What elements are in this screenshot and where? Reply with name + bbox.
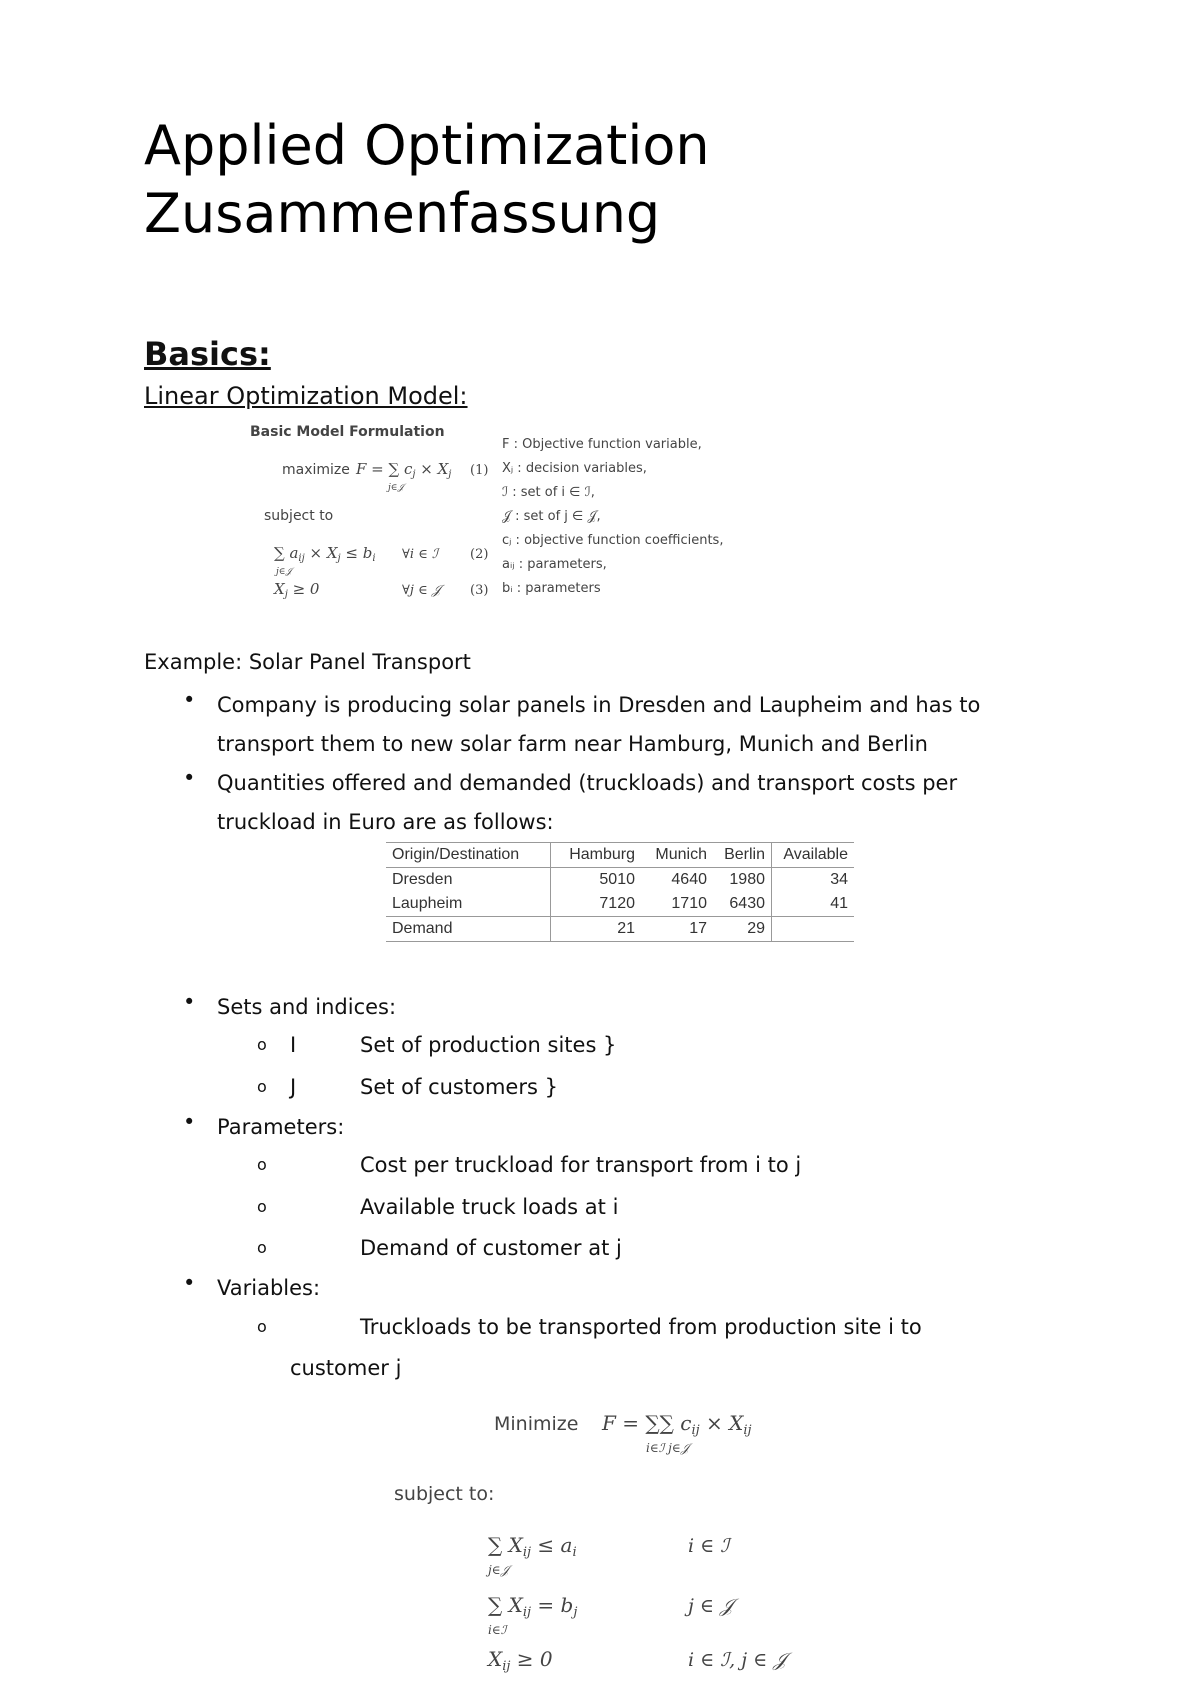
legend-line-6: aᵢⱼ : parameters, [502,557,607,572]
set-j-symbol: J [290,1075,297,1099]
sub-bullet-glyph: o [257,1317,267,1336]
bullet-glyph: • [183,1110,196,1134]
bullet-glyph: • [183,990,196,1014]
legend-line-1: F : Objective function variable, [502,437,702,452]
table-cell: 21 [551,917,642,942]
objective-formula: F = ∑ $c_j \times X_j$ [356,460,452,480]
table-header-cell: Hamburg [551,843,642,868]
objective-subscript: j∈𝒥 [388,483,404,493]
heading-linear-optimization-model: Linear Optimization Model: [144,382,468,410]
formulation-subject-to-label: subject to: [394,1483,495,1505]
transport-objective-subscript: i∈ℐ j∈𝒥 [646,1441,690,1455]
set-i-symbol: I [290,1033,297,1057]
table-cell: 1980 [729,871,765,888]
transport-formulation-image [380,1400,840,1690]
variable-truckloads-line-1: Truckloads to be transported from production site i to [360,1315,922,1339]
table-cell: Demand [386,917,551,942]
basic-model-formulation-image [244,418,744,604]
table-cell: 29 [713,917,772,942]
title-line-2: Zusammenfassung [144,182,661,245]
table-cell: 6430 [729,895,765,912]
table-row [386,892,854,917]
table-cell: Dresden [386,868,551,893]
supply-constraint-subscript: j∈𝒥 [488,1563,509,1577]
table-cell [772,917,855,942]
table-header-cell: Origin/Destination [386,843,551,868]
title-line-1: Applied Optimization [144,114,710,177]
table-row [386,917,854,942]
table-header-cell: Available [772,843,855,868]
bullet-quantities-line-1: Quantities offered and demanded (truckloads) and transport costs per [217,771,958,795]
parameter-available: Available truck loads at i [360,1195,619,1219]
constraint-domain: ∀i ∈ ℐ [402,547,438,562]
model-maximize-label: maximize [282,462,350,478]
nonnegativity-domain: ∀j ∈ 𝒥 [402,583,441,598]
model-caption: Basic Model Formulation [250,424,445,440]
demand-constraint-domain: j ∈ 𝒥 [688,1595,734,1617]
heading-basics: Basics: [144,335,271,373]
set-j-description: Set of customers } [360,1075,558,1099]
model-subject-to-label: subject to [264,508,334,524]
bullet-variables: Variables: [217,1276,321,1300]
bullet-sets-and-indices: Sets and indices: [217,995,397,1019]
bullet-glyph: • [183,688,196,712]
bullet-company-line-2: transport them to new solar farm near Hamburg, Munich and Berlin [217,732,928,756]
sub-bullet-glyph: o [257,1197,267,1216]
legend-line-4: 𝒥 : set of j ∈ 𝒥, [502,509,601,524]
table-cell: Laupheim [386,892,551,917]
document-title [144,112,710,248]
legend-line-3: ℐ : set of i ∈ ℐ, [502,485,595,500]
transport-nonnegativity-formula: $X_{ij} \ge 0$ [488,1647,553,1674]
demand-constraint-subscript: i∈ℐ [488,1623,507,1637]
sub-bullet-glyph: o [257,1077,267,1096]
eq-number-1: (1) [470,463,489,478]
transport-objective-formula: F = ∑∑ $c_{ij} \times X_{ij}$ [602,1411,752,1438]
table-cell: 41 [772,892,855,917]
bullet-parameters: Parameters: [217,1115,345,1139]
bullet-glyph: • [183,1271,196,1295]
table-header-row [386,843,854,868]
formulation-minimize-label: Minimize [494,1413,579,1435]
constraint-subscript: j∈𝒥 [276,567,292,577]
supply-constraint-domain: i ∈ ℐ [688,1535,730,1557]
table-header-cell: Berlin [713,843,772,868]
set-i-description: Set of production sites } [360,1033,617,1057]
bullet-glyph: • [183,766,196,790]
table-cell: 34 [772,868,855,893]
transport-nonnegativity-domain: i ∈ ℐ, j ∈ 𝒥 [688,1649,787,1671]
example-title: Example: Solar Panel Transport [144,650,471,674]
supply-constraint-formula: ∑ $X_{ij} \le a_i$ [488,1533,577,1560]
table-cell: 7120 [599,895,635,912]
bullet-quantities-line-2: truckload in Euro are as follows: [217,810,554,834]
nonnegativity-formula: $X_j \ge 0$ [274,580,320,600]
parameter-cost: Cost per truckload for transport from i to j [360,1153,802,1177]
table-cell: 5010 [599,871,635,888]
bullet-company-line-1: Company is producing solar panels in Dresden and Laupheim and has to [217,693,981,717]
legend-line-7: bᵢ : parameters [502,581,601,596]
sub-bullet-glyph: o [257,1155,267,1174]
legend-line-2: Xⱼ : decision variables, [502,461,647,476]
transport-cost-table [386,842,854,942]
table-cell: 1710 [671,895,707,912]
legend-line-5: cⱼ : objective function coefficients, [502,533,724,548]
eq-number-3: (3) [470,583,489,598]
eq-number-2: (2) [470,547,489,562]
variable-truckloads-line-2: customer j [290,1356,402,1380]
table-row [386,868,854,893]
table-cell: 4640 [671,871,707,888]
sub-bullet-glyph: o [257,1035,267,1054]
table-cell: 17 [641,917,713,942]
sub-bullet-glyph: o [257,1238,267,1257]
table-header-cell: Munich [641,843,713,868]
parameter-demand: Demand of customer at j [360,1236,622,1260]
demand-constraint-formula: ∑ $X_{ij} = b_j$ [488,1593,578,1620]
constraint-formula: ∑ $a_{ij} \times X_j \le b_i$ [274,544,376,564]
